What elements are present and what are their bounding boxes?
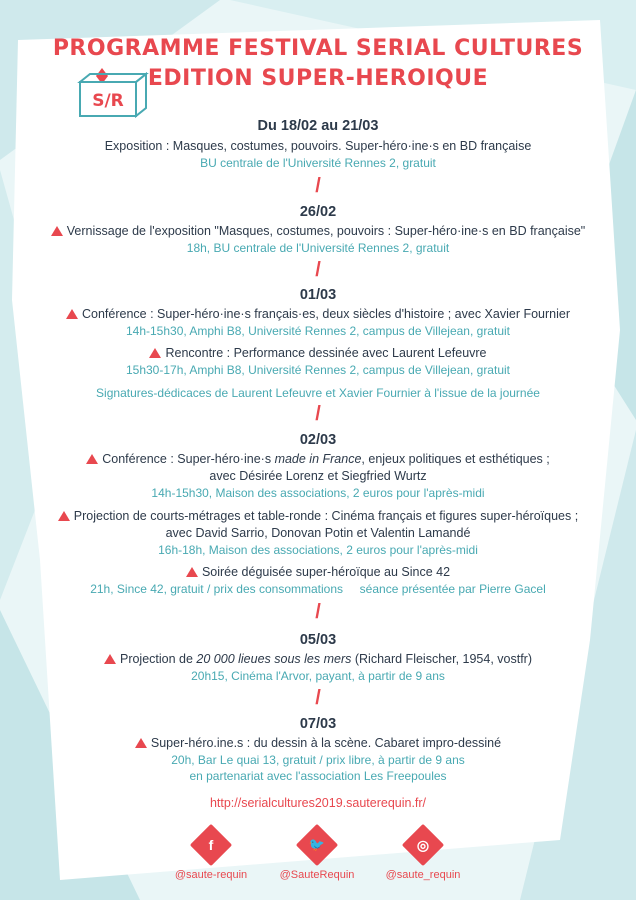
event-speakers: avec David Sarrio, Donovan Potin et Valentin Lamandé xyxy=(165,526,471,540)
section-date: 01/03 xyxy=(299,287,337,303)
event-cabaret xyxy=(0,735,636,752)
event-text: Super-héro.ine.s : du dessin à la scène. Cabaret impro-dessiné xyxy=(150,736,502,750)
separator-slash: / xyxy=(315,403,321,425)
title-line-1: PROGRAMME FESTIVAL SERIAL CULTURES xyxy=(52,36,584,61)
event-info: 14h-15h30, Maison des associations, 2 euros pour l'après-midi xyxy=(151,486,485,500)
event-text-post: , enjeux politiques et esthétiques ; xyxy=(361,452,550,466)
social-handle: @saute-requin xyxy=(174,869,248,881)
event-exposition: Exposition : Masques, costumes, pouvoirs. Super-héro·ine·s en BD française xyxy=(104,139,532,153)
social-facebook[interactable] xyxy=(156,822,266,882)
event-text-pre: Projection de xyxy=(119,652,197,666)
event-partner: en partenariat avec l'association Les Freepoules xyxy=(189,769,447,783)
event-info: 20h, Bar Le quai 13, gratuit / prix libre, à partir de 9 ans xyxy=(171,753,465,767)
event-info: 15h30-17h, Amphi B8, Université Rennes 2, campus de Villejean, gratuit xyxy=(125,363,510,377)
event-vernissage xyxy=(0,223,636,240)
event-rencontre xyxy=(0,345,636,362)
triangle-bullet-icon xyxy=(51,226,63,236)
social-handle: @SauteRequin xyxy=(279,869,355,881)
social-handle: @saute_requin xyxy=(385,869,461,881)
section-18-02-21-03 xyxy=(0,116,636,171)
event-text: Projection de courts-métrages et table-ronde : Cinéma français et figures super-héroïques ; xyxy=(73,509,579,523)
section-date: 07/03 xyxy=(299,716,337,732)
event-note: Signatures-dédicaces de Laurent Lefeuvre et Xavier Fournier à l'issue de la journée xyxy=(96,386,540,400)
event-info: 21h, Since 42, gratuit / prix des consommations séance présentée par Pierre Gacel xyxy=(90,582,546,596)
facebook-icon: f xyxy=(190,824,232,866)
event-conference xyxy=(0,306,636,323)
section-26-02 xyxy=(0,202,636,256)
triangle-bullet-icon xyxy=(86,454,98,464)
instagram-icon: ◎ xyxy=(402,824,444,866)
title-line-2: EDITION SUPER-HEROIQUE xyxy=(147,66,489,91)
event-text: Vernissage de l'exposition "Masques, costumes, pouvoirs : Super-héro·ine·s en BD française" xyxy=(66,224,586,238)
triangle-bullet-icon xyxy=(135,738,147,748)
event-info: BU centrale de l'Université Rennes 2, gratuit xyxy=(200,156,436,170)
twitter-icon: 🐦 xyxy=(296,824,338,866)
triangle-bullet-icon xyxy=(104,654,116,664)
section-02-03 xyxy=(0,430,636,597)
event-text: Rencontre : Performance dessinée avec Laurent Lefeuvre xyxy=(165,346,487,360)
separator-slash: / xyxy=(315,259,321,281)
event-text-post: (Richard Fleischer, 1954, vostfr) xyxy=(351,652,532,666)
event-info: 18h, BU centrale de l'Université Rennes 2, gratuit xyxy=(186,241,450,255)
website-link[interactable]: http://serialcultures2019.sauterequin.fr/ xyxy=(209,796,427,810)
section-date: 02/03 xyxy=(299,432,337,448)
social-instagram[interactable] xyxy=(368,822,478,882)
section-05-03 xyxy=(0,630,636,684)
event-projection-20000 xyxy=(0,651,636,668)
separator-slash: / xyxy=(315,687,321,709)
event-text-italic: made in France xyxy=(274,452,362,466)
triangle-bullet-icon xyxy=(186,567,198,577)
event-text: Conférence : Super-héro·ine·s français·es, deux siècles d'histoire ; avec Xavier Fournier xyxy=(81,307,571,321)
separator-slash: / xyxy=(315,601,321,623)
section-date: 26/02 xyxy=(299,204,337,220)
section-01-03 xyxy=(0,285,636,401)
event-text-italic: 20 000 lieues sous les mers xyxy=(196,652,352,666)
event-info: 16h-18h, Maison des associations, 2 euros pour l'après-midi xyxy=(158,543,478,557)
event-text-pre: Conférence : Super-héro·ine·s xyxy=(102,452,275,466)
section-date: Du 18/02 au 21/03 xyxy=(257,118,379,134)
event-projection-courts xyxy=(0,508,636,525)
triangle-bullet-icon xyxy=(58,511,70,521)
triangle-bullet-icon xyxy=(149,348,161,358)
event-speakers: avec Désirée Lorenz et Siegfried Wurtz xyxy=(209,469,427,483)
event-conference-made-in-france xyxy=(0,451,636,468)
section-date: 05/03 xyxy=(299,632,337,648)
social-twitter[interactable] xyxy=(262,822,372,882)
event-text: Soirée déguisée super-héroïque au Since 42 xyxy=(201,565,451,579)
event-soiree xyxy=(0,564,636,581)
triangle-bullet-icon xyxy=(66,309,78,319)
separator-slash: / xyxy=(315,175,321,197)
logo-text: S/R xyxy=(92,91,124,111)
event-info: 14h-15h30, Amphi B8, Université Rennes 2, campus de Villejean, gratuit xyxy=(125,324,510,338)
event-info: 20h15, Cinéma l'Arvor, payant, à partir de 9 ans xyxy=(191,669,445,683)
section-07-03 xyxy=(0,714,636,784)
